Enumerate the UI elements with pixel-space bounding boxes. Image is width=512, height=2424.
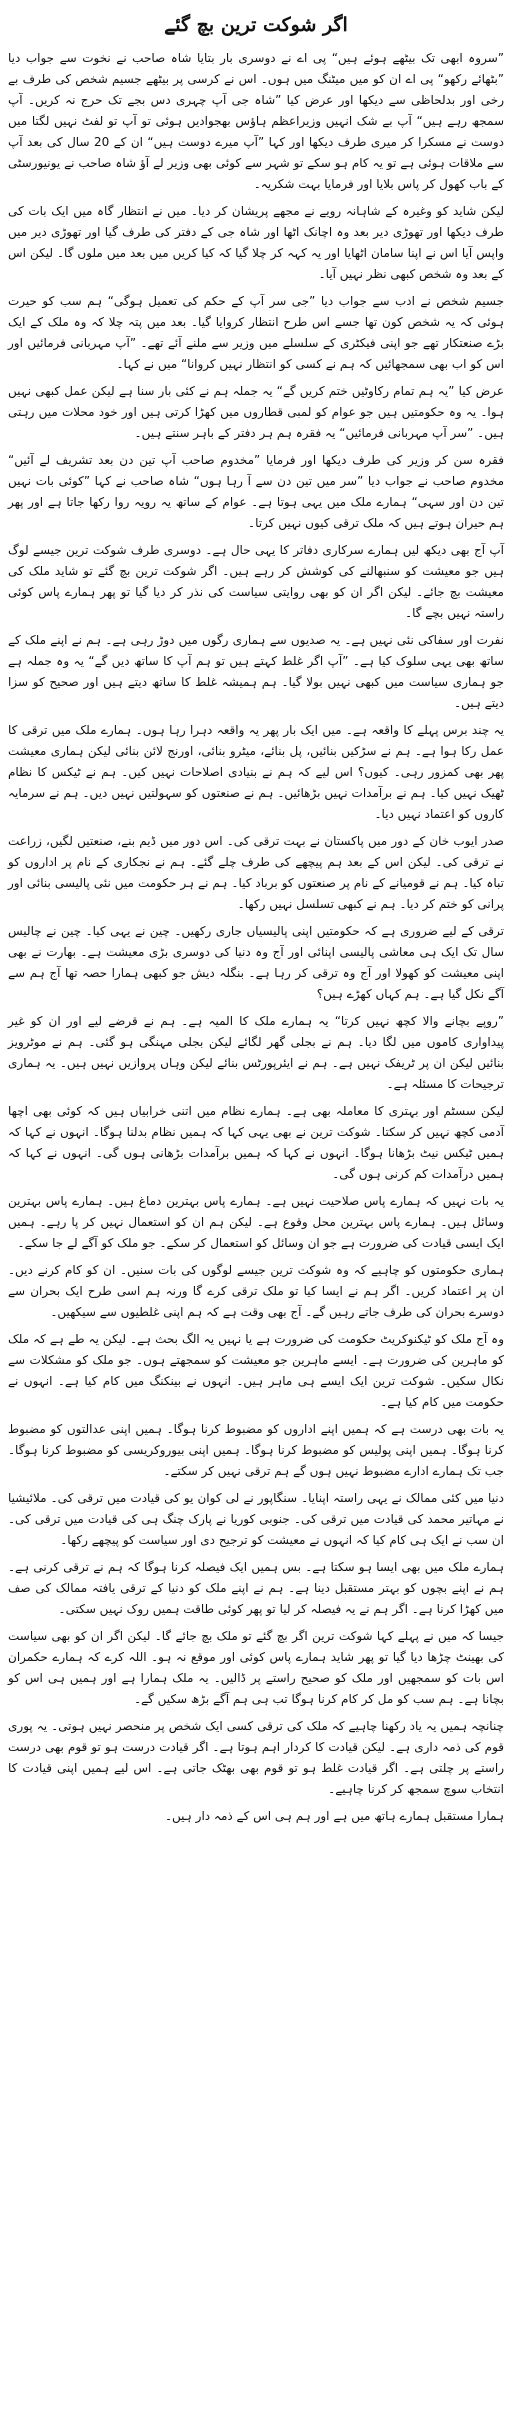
article-paragraph: ہمارا مستقبل ہمارے ہاتھ میں ہے اور ہم ہی اس کے ذمہ دار ہیں۔	[165, 1809, 504, 1823]
article-paragraph: وہ آج ملک کو ٹیکنوکریٹ حکومت کی ضرورت ہے یا نہیں یہ الگ بحث ہے۔ لیکن یہ طے ہے کہ ملک کو ماہرین کی ضرورت ہے۔ ایسے ماہرین جو معیشت کو سمجھتے ہوں۔ جو ملک کو مشکلات سے نکال سکیں۔ شوکت ترین ایک ایسے ہی ماہر ہیں۔ انہوں نے بینکنگ میں کام کیا ہے۔ انہوں نے حکومت میں کام کیا ہے۔	[8, 1332, 504, 1409]
article-paragraph: جیسا کہ میں نے پہلے کہا شوکت ترین اگر بچ گئے تو ملک بچ جائے گا۔ لیکن اگر ان کو بھی سیاست کی بھینٹ چڑھا دیا گیا تو پھر شاید ہمارے پاس کوئی اور موقع نہ ہو۔ اللہ کرے کہ ہمارے حکمران اس بات کو سمجھیں اور ملک کو صحیح راستے پر ڈالیں۔ یہ ملک ہمارا ہے اور ہمیں ہی اس کو بچانا ہے۔ ہم سب کو مل کر کام کرنا ہوگا تب ہی ہم آگے بڑھ سکیں گے۔	[8, 1629, 504, 1706]
article-paragraph: دنیا میں کئی ممالک نے یہی راستہ اپنایا۔ سنگاپور نے لی کوان یو کی قیادت میں ترقی کی۔ ملائیشیا نے مہاتیر محمد کی قیادت میں ترقی کی۔ جنوبی کوریا نے پارک چنگ ہی کی قیادت میں ترقی کی۔ ان سب نے ایک ہی کام کیا کہ انہوں نے معیشت کو ترجیح دی اور سیاست کو پیچھے رکھا۔	[8, 1491, 504, 1547]
article-paragraph: ”سروہ ابھی تک بیٹھے ہوئے ہیں“ پی اے نے دوسری بار بتایا شاہ صاحب نے نخوت سے جواب دیا ”بٹھائے رکھو“ پی اے ان کو میں میٹنگ میں ہوں۔ اس نے کرسی پر بیٹھے جسیم شخص کی طرف بے رخی اور بدلحاظی سے دیکھا اور عرض کیا ”شاہ جی آپ چہری دس بجے تک حرج نہ کریں۔ آپ سمجھ رہے ہیں“ آپ بے شک انہیں وزیراعظم ہاؤس بھجوادیں ہوئی تو آپ تو لفٹ نہیں لگتا میں دوست نے مسکرا کر میری طرف دیکھا اور کہا ”آپ میرے دوست ہیں“ ان کے 20 سال کی بعد آپ سے ملاقات ہوئی ہے تو یہ کام ہو سکے تو شہر سے کوئی بھی وزیر لے آؤ شاہ صاحب نے یونیورسٹی کے باب کھول کر پاس بلایا اور فرمایا بہت شکریہ۔	[8, 51, 504, 191]
article-paragraph: ترقی کے لیے ضروری ہے کہ حکومتیں اپنی پالیسیاں جاری رکھیں۔ چین نے یہی کیا۔ چین نے چالیس سال تک ایک ہی معاشی پالیسی اپنائی اور آج وہ دنیا کی دوسری بڑی معیشت ہے۔ بھارت نے بھی اپنی معیشت کو کھولا اور آج وہ ترقی کر رہا ہے۔ بنگلہ دیش جو کبھی ہمارا حصہ تھا آج ہم سے آگے نکل گیا ہے۔ ہم کہاں کھڑے ہیں؟	[8, 924, 504, 1001]
article-paragraph: نفرت اور سفاکی نئی نہیں ہے۔ یہ صدیوں سے ہماری رگوں میں دوڑ رہی ہے۔ ہم نے اپنے ملک کے ساتھ بھی یہی سلوک کیا ہے۔ ”آپ اگر غلط کہتے ہیں تو ہم آپ کا ساتھ دیں گے“ یہ وہ جملہ ہے جو ہماری سیاست میں کبھی نہیں بولا گیا۔ ہم ہمیشہ غلط کا ساتھ دیتے ہیں اور صحیح کو سزا دیتے ہیں۔	[8, 633, 504, 710]
article-paragraph: ہماری حکومتوں کو چاہیے کہ وہ شوکت ترین جیسے لوگوں کی بات سنیں۔ ان کو کام کرنے دیں۔ ان پر اعتماد کریں۔ اگر ہم نے ایسا کیا تو ملک ترقی کرے گا ورنہ ہم اسی طرح ایک بحران سے دوسرے بحران کی طرف جاتے رہیں گے۔ آج بھی وقت ہے کہ ہم اپنی غلطیوں سے سیکھیں۔	[8, 1263, 504, 1319]
article-paragraph: جسیم شخص نے ادب سے جواب دیا ”جی سر آپ کے حکم کی تعمیل ہوگی“ ہم سب کو حیرت ہوئی کہ یہ شخص کون تھا جسے اس طرح انتظار کروایا گیا۔ بعد میں پتہ چلا کہ وہ ملک کے ایک بڑے صنعتکار تھے جو اپنی فیکٹری کے سلسلے میں وزیر سے ملنے آئے تھے۔ ”آپ مہربانی فرمائیں اور اس کو اب بھی سمجھائیں کہ ہم نے کسی کو انتظار نہیں کروانا“ میں نے کہا۔	[8, 294, 504, 371]
article-paragraph: چنانچہ ہمیں یہ یاد رکھنا چاہیے کہ ملک کی ترقی کسی ایک شخص پر منحصر نہیں ہوتی۔ یہ پوری قوم کی ذمہ داری ہے۔ لیکن قیادت کا کردار اہم ہوتا ہے۔ اگر قیادت درست ہو تو قوم بھی درست راستے پر چلتی ہے۔ اگر قیادت غلط ہو تو قوم بھی بھٹک جاتی ہے۔ اس لیے ہمیں اپنی قیادت کا انتخاب سوچ سمجھ کر کرنا چاہیے۔	[8, 1719, 504, 1796]
article-paragraph: عرض کیا ”یہ ہم تمام رکاوٹیں ختم کریں گے“ یہ جملہ ہم نے کئی بار سنا ہے لیکن عمل کبھی نہیں ہوا۔ یہ وہ حکومتیں ہیں جو عوام کو لمبی قطاروں میں کھڑا کرتی ہیں اور خود محلات میں رہتی ہیں۔ ”سر آپ مہربانی فرمائیں“ یہ فقرہ ہم ہر دفتر کے باہر سنتے ہیں۔	[8, 384, 504, 440]
article-paragraph: لیکن سسٹم اور بہتری کا معاملہ بھی ہے۔ ہمارے نظام میں اتنی خرابیاں ہیں کہ کوئی بھی اچھا آدمی کچھ نہیں کر سکتا۔ شوکت ترین نے بھی یہی کہا کہ ہمیں نظام بدلنا ہوگا۔ انہوں نے کہا کہ ہمیں ٹیکس نیٹ بڑھانا ہوگا۔ انہوں نے کہا کہ ہمیں برآمدات بڑھانی ہوں گی۔ انہوں نے کہا کہ ہمیں درآمدات کم کرنی ہوں گی۔	[8, 1104, 504, 1181]
article-headline: اگر شوکت ترین بچ گئے	[164, 14, 348, 36]
article-paragraph: صدر ایوب خان کے دور میں پاکستان نے بہت ترقی کی۔ اس دور میں ڈیم بنے، صنعتیں لگیں، زراعت نے ترقی کی۔ لیکن اس کے بعد ہم پیچھے کی طرف چلے گئے۔ ہم نے نجکاری کے نام پر اداروں کو تباہ کیا۔ ہم نے قومیانے کے نام پر صنعتوں کو برباد کیا۔ ہم نے ہر حکومت میں نئی پالیسی بنائی اور پرانی کو ختم کر دیا۔ ہم نے کبھی تسلسل نہیں رکھا۔	[8, 834, 504, 911]
article-paragraph: یہ بات نہیں کہ ہمارے پاس صلاحیت نہیں ہے۔ ہمارے پاس بہترین دماغ ہیں۔ ہمارے پاس بہترین وسائل ہیں۔ ہمارے پاس بہترین محل وقوع ہے۔ لیکن ہم ان کو استعمال نہیں کر پا رہے۔ ہمیں ایک ایسی قیادت کی ضرورت ہے جو ان وسائل کو استعمال کر سکے۔ جو ملک کو آگے لے جا سکے۔	[8, 1194, 504, 1250]
article-paragraph: ”روپے بچانے والا کچھ نہیں کرتا“ یہ ہمارے ملک کا المیہ ہے۔ ہم نے قرضے لیے اور ان کو غیر پیداواری کاموں میں لگا دیا۔ ہم نے بجلی گھر لگائے لیکن بجلی مہنگی ہو گئی۔ ہم نے موٹرویز بنائیں لیکن ان پر ٹریفک نہیں ہے۔ ہم نے ایئرپورٹس بنائے لیکن وہاں پروازیں نہیں ہیں۔ یہ ہماری ترجیحات کا مسئلہ ہے۔	[8, 1014, 504, 1091]
article-paragraph: لیکن شاید کو وغیرہ کے شاہانہ رویے نے مجھے پریشان کر دیا۔ میں نے انتظار گاہ میں ایک بات کی طرف دیکھا اور تھوڑی دیر بعد وہ اچانک اٹھا اور شاہ جی کے دفتر کی طرف گیا اور تھوڑی دیر میں واپس آیا اس نے اپنا سامان اٹھایا اور یہ کہہ کر چلا گیا کہ کیا کریں میں بعد میں ملوں گا۔ لیکن اس کے بعد وہ شخص کبھی نظر نہیں آیا۔	[8, 204, 505, 281]
article-body	[8, 48, 504, 1827]
article-paragraph: ہمارے ملک میں بھی ایسا ہو سکتا ہے۔ بس ہمیں ایک فیصلہ کرنا ہوگا کہ ہم نے ترقی کرنی ہے۔ ہم نے اپنے بچوں کو بہتر مستقبل دینا ہے۔ ہم نے اپنے ملک کو دنیا کے ترقی یافتہ ممالک کی صف میں کھڑا کرنا ہے۔ اگر ہم نے یہ فیصلہ کر لیا تو پھر کوئی طاقت ہمیں روک نہیں سکتی۔	[8, 1560, 504, 1616]
article-paragraph: یہ چند برس پہلے کا واقعہ ہے۔ میں ایک بار پھر یہ واقعہ دہرا رہا ہوں۔ ہمارے ملک میں ترقی کا عمل رکا ہوا ہے۔ ہم نے سڑکیں بنائیں، پل بنائے، میٹرو بنائی، اورنج لائن بنائی لیکن ہماری معیشت پھر بھی کمزور رہی۔ کیوں؟ اس لیے کہ ہم نے بنیادی اصلاحات نہیں کیں۔ ہم نے ٹیکس کا نظام ٹھیک نہیں کیا۔ ہم نے برآمدات نہیں بڑھائیں۔ ہم نے صنعتوں کو سہولتیں نہیں دیں۔ ہم نے سرمایہ کاروں کو اعتماد نہیں دیا۔	[8, 723, 504, 821]
article-paragraph: فقرہ سن کر وزیر کی طرف دیکھا اور فرمایا ”مخدوم صاحب آپ تین دن بعد تشریف لے آئیں“ مخدوم صاحب نے جواب دیا ”سر میں تین دن سے آ رہا ہوں“ شاہ صاحب نے کہا ”کوئی بات نہیں تین دن اور سہی“ ہمارے ملک میں یہی ہوتا ہے۔ عوام کے ساتھ یہ رویہ روا رکھا جاتا ہے اور پھر ہم حیران ہوتے ہیں کہ ملک ترقی کیوں نہیں کرتا۔	[8, 453, 504, 530]
article-paragraph: یہ بات بھی درست ہے کہ ہمیں اپنے اداروں کو مضبوط کرنا ہوگا۔ ہمیں اپنی عدالتوں کو مضبوط کرنا ہوگا۔ ہمیں اپنی پولیس کو مضبوط کرنا ہوگا۔ ہمیں اپنی بیوروکریسی کو مضبوط کرنا ہوگا۔ جب تک ہمارے ادارے مضبوط نہیں ہوں گے ہم ترقی نہیں کر سکتے۔	[8, 1422, 504, 1478]
article-paragraph: آپ آج بھی دیکھ لیں ہمارے سرکاری دفاتر کا یہی حال ہے۔ دوسری طرف شوکت ترین جیسے لوگ ہیں جو معیشت کو سنبھالنے کی کوشش کر رہے ہیں۔ اگر شوکت ترین بچ گئے تو شاید ملک کی معیشت بچ جائے۔ لیکن اگر ان کو بھی روایتی سیاست کی نذر کر دیا گیا تو پھر ہمارے پاس کوئی راستہ نہیں بچے گا۔	[8, 543, 504, 620]
